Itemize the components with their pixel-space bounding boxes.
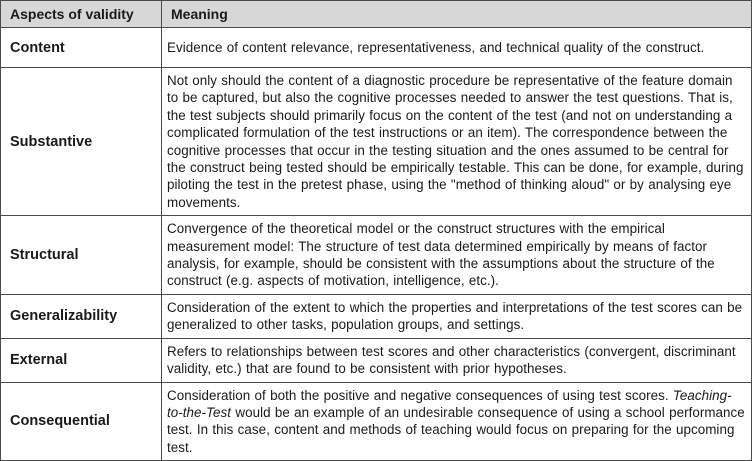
meaning-cell: [162, 382, 752, 461]
meaning-cell: Refers to relationships between test scores and other characteristics (convergent, discriminant validity, etc.) that are found to be consistent with prior hypotheses.: [162, 338, 752, 382]
meaning-cell: Consideration of the extent to which the properties and interpretations of the test scores can be generalized to other tasks, population groups, and settings.: [162, 294, 752, 338]
table-row: [1, 68, 752, 216]
meaning-text-after: would be an example of an undesirable consequence of using a school performance test. In this case, content and methods of teaching would focus on preparing for the upcoming test.: [167, 404, 745, 455]
table-row: [1, 294, 752, 338]
table-row: [1, 216, 752, 295]
table-row: [1, 382, 752, 461]
aspect-cell: Generalizability: [1, 294, 162, 338]
aspect-cell: External: [1, 338, 162, 382]
meaning-text-before: Consideration of both the positive and negative consequences of using test scores.: [167, 387, 673, 403]
aspect-cell: Content: [1, 28, 162, 68]
column-header-meaning: Meaning: [162, 1, 752, 28]
table-row: [1, 338, 752, 382]
aspect-cell: Structural: [1, 216, 162, 295]
meaning-cell: Convergence of the theoretical model or the construct structures with the empirical measurement model: The structure of test data determined empirically by means of factor analysis, for example, should be consistent with the assumptions about the structure of the construct (e.g. aspects of motivation, intelligence, etc.).: [162, 216, 752, 295]
aspect-cell: Substantive: [1, 68, 162, 216]
table-row: [1, 28, 752, 68]
column-header-aspect: Aspects of validity: [1, 1, 162, 28]
table-header-row: [1, 1, 752, 28]
meaning-cell: Evidence of content relevance, representativeness, and technical quality of the construct.: [162, 28, 752, 68]
aspect-cell: Consequential: [1, 382, 162, 461]
meaning-text-emphasis: Teaching-to-the-Test: [167, 387, 732, 420]
meaning-cell: Not only should the content of a diagnostic procedure be representative of the feature domain to be captured, but also the cognitive processes needed to answer the test questions. That is, the test subjects should primarily focus on the content of the test (and not on understanding a complicated formulation of the test instructions or an item). The correspondence between the cognitive processes that occur in the testing situation and the ones assumed to be central for the construct being tested should be empirically testable. This can be done, for example, during piloting the test in the pretest phase, using the "method of thinking aloud" or by analysing eye movements.: [162, 68, 752, 216]
